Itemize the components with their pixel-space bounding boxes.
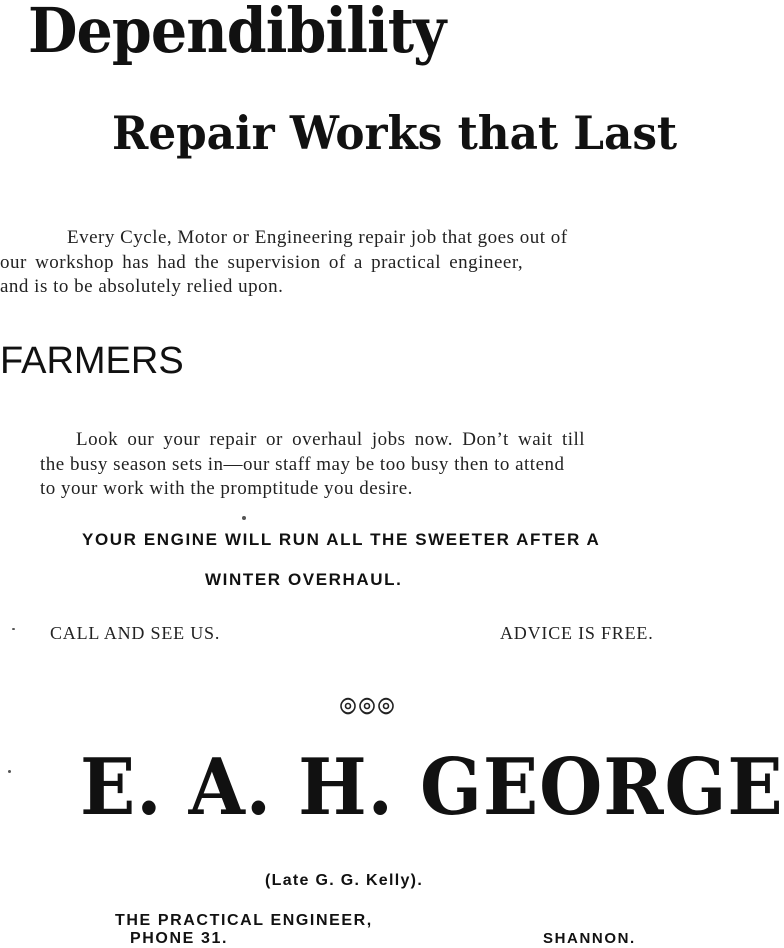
farmers-line: to your work with the promptitude you desire. bbox=[40, 478, 413, 499]
print-speck bbox=[8, 770, 11, 773]
farmers-line: the busy season sets in—our staff may be too busy then to attend bbox=[40, 453, 565, 475]
subheadline: Repair Works that Last bbox=[112, 106, 678, 160]
floral-ornament-icon bbox=[338, 694, 396, 718]
engine-line-2: WINTER OVERHAUL. bbox=[205, 570, 403, 589]
farmers-paragraph bbox=[0, 428, 700, 502]
farmers-heading: FARMERS bbox=[0, 340, 184, 382]
call-text: CALL AND SEE US. bbox=[50, 623, 221, 643]
intro-line: Every Cycle, Motor or Engineering repair job that goes out of bbox=[67, 227, 568, 248]
intro-line: our workshop has had the supervision of a practical engineer, bbox=[0, 251, 524, 273]
late-note: (Late G. G. Kelly). bbox=[265, 872, 424, 889]
proprietor-name: E. A. H. GEORGE bbox=[80, 742, 784, 833]
print-speck bbox=[12, 628, 15, 630]
intro-paragraph bbox=[0, 226, 700, 300]
phone-line: PHONE 31. bbox=[130, 930, 228, 947]
intro-line: and is to be absolutely relied upon. bbox=[0, 276, 284, 297]
advice-text: ADVICE IS FREE. bbox=[500, 623, 654, 643]
engine-line-1: YOUR ENGINE WILL RUN ALL THE SWEETER AFTER A bbox=[82, 530, 601, 549]
headline: Dependibility bbox=[28, 0, 446, 67]
trade-line: THE PRACTICAL ENGINEER, bbox=[115, 912, 373, 929]
farmers-line: Look our your repair or overhaul jobs now. Don’t wait till bbox=[76, 429, 586, 450]
print-speck bbox=[242, 516, 246, 520]
town-line: SHANNON. bbox=[543, 930, 636, 947]
